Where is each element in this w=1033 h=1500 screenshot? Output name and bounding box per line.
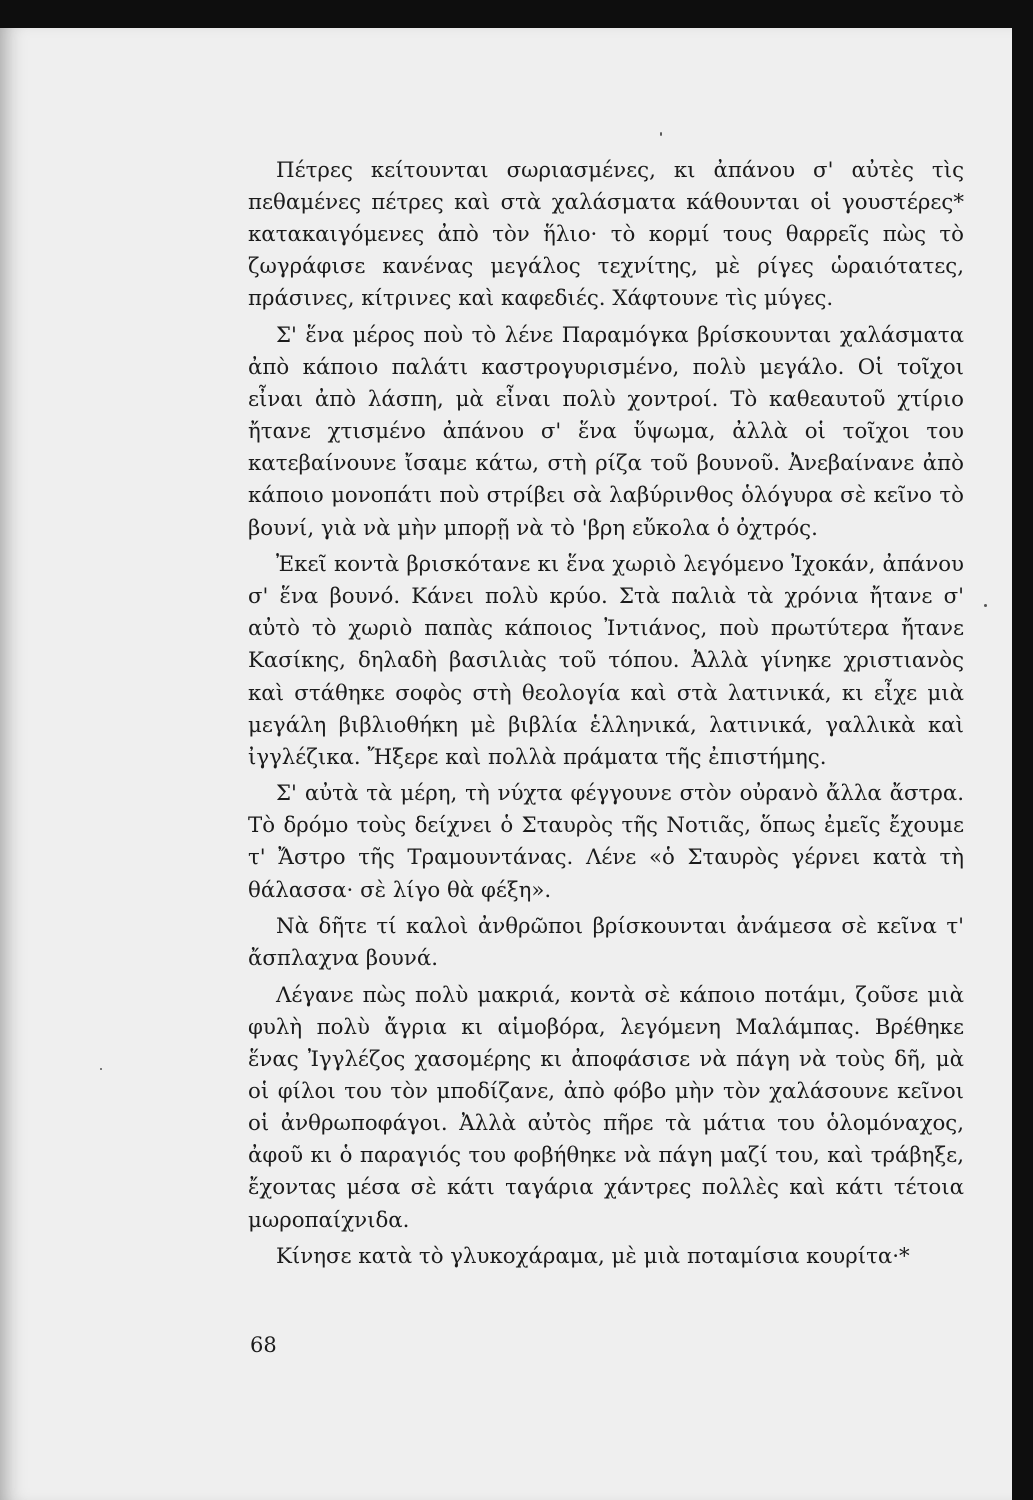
paragraph: Κίνησε κατὰ τὸ γλυκοχάραμα, μὲ μιὰ ποταμίσια κουρίτα·* <box>276 1244 910 1270</box>
scan-border-top <box>0 0 1033 28</box>
paragraph: Λέγανε πὼς πολὺ μακριά, κοντὰ σὲ κάποιο ποτάμι, ζοῦσε μιὰ φυλὴ πολὺ ἄγρια κι αἱμοβόρα, λεγόμενη Μαλάμπας. Βρέθηκε ἕνας Ἰγγλέζος χασομέρης κι ἀποφάσισε νὰ πάγη νὰ τοὺς δῆ, μὰ οἱ φίλοι του τὸν μποδίζανε, ἀπὸ φόβο μὴν τὸν χαλάσουνε κεῖνοι οἱ ἀνθρωποφάγοι. Ἀλλὰ αὐτὸς πῆρε τὰ μάτια του ὁλομόναχος, ἀφοῦ κι ὁ παραγιός του φοβήθηκε νὰ πάγη μαζί του, καὶ τράβηξε, ἔχοντας μέσα σὲ κάτι ταγάρια χάντρες πολλὲς καὶ κάτι τέτοια μωροπαίχνιδα. <box>248 982 964 1233</box>
paragraph: Σ' ἕνα μέρος ποὺ τὸ λένε Παραμόγκα βρίσκουνται χαλάσματα ἀπὸ κάποιο παλάτι καστρογυρισμένο, πολὺ μεγάλο. Οἱ τοῖχοι εἶναι ἀπὸ λάσπη, μὰ εἶναι πολὺ χοντροί. Τὸ καθεαυτοῦ χτίριο ἤτανε χτισμένο ἀπάνου σ' ἕνα ὕψωμα, ἀλλὰ οἱ τοῖχοι του κατεβαίνουνε ἴσαμε κάτω, στὴ ρίζα τοῦ βουνοῦ. Ἀνεβαίνανε ἀπὸ κάποιο μονοπάτι ποὺ στρίβει σὰ λαβύρινθος ὁλόγυρα σὲ κεῖνο τὸ βουνί, γιὰ νὰ μὴν μπορῇ νὰ τὸ 'βρη εὔκολα ὁ ὀχτρός. <box>248 322 964 541</box>
scan-border-right <box>1012 0 1033 1500</box>
scan-speck <box>100 1068 102 1070</box>
scan-speck <box>660 132 662 136</box>
scan-speck <box>984 604 987 607</box>
paragraph: Ἐκεῖ κοντὰ βρισκότανε κι ἕνα χωριὸ λεγόμενο Ἰχοκάν, ἀπάνου σ' ἕνα βουνό. Κάνει πολὺ κρύο. Στὰ παλιὰ τὰ χρόνια ἤτανε σ' αὐτὸ τὸ χωριὸ παπὰς κάποιος Ἰντιάνος, ποὺ πρωτύτερα ἤτανε Κασίκης, δηλαδὴ βασιλιὰς τοῦ τόπου. Ἀλλὰ γίνηκε χριστιανὸς καὶ στάθηκε σοφὸς στὴ θεολογία καὶ στὰ λατινικά, κι εἶχε μιὰ μεγάλη βιβλιοθήκη μὲ βιβλία ἑλληνικά, λατινικά, γαλλικὰ καὶ ἰγγλέζικα. Ἤξερε καὶ πολλὰ πράματα τῆς ἐπιστήμης. <box>248 552 964 770</box>
page-number: 68 <box>250 1333 277 1357</box>
paragraph: Πέτρες κείτουνται σωριασμένες, κι ἀπάνου σ' αὐτὲς τὶς πεθαμένες πέτρες καὶ στὰ χαλάσματα κάθουνται οἱ γουστέρες* κατακαιγόμενες ἀπὸ τὸν ἥλιο· τὸ κορμί τους θαρρεῖς πὼς τὸ ζωγράφισε κανένας μεγάλος τεχνίτης, μὲ ρίγες ὡραιότατες, πράσινες, κίτρινες καὶ καφεδιές. Χάφτουνε τὶς μύγες. <box>248 158 964 312</box>
page-body <box>248 155 964 1278</box>
paragraph: Νὰ δῆτε τί καλοὶ ἀνθρῶποι βρίσκουνται ἀνάμεσα σὲ κεῖνα τ' ἄσπλαχνα βουνά. <box>248 914 964 972</box>
paragraph: Σ' αὐτὰ τὰ μέρη, τὴ νύχτα φέγγουνε στὸν οὐρανὸ ἄλλα ἄστρα. Τὸ δρόμο τοὺς δείχνει ὁ Σταυρὸς τῆς Νοτιᾶς, ὅπως ἐμεῖς ἔχουμε τ' Ἄστρο τῆς Τραμουντάνας. Λένε «ὁ Σταυρὸς γέρνει κατὰ τὴ θάλασσα· σὲ λίγο θὰ φέξη». <box>248 781 964 903</box>
